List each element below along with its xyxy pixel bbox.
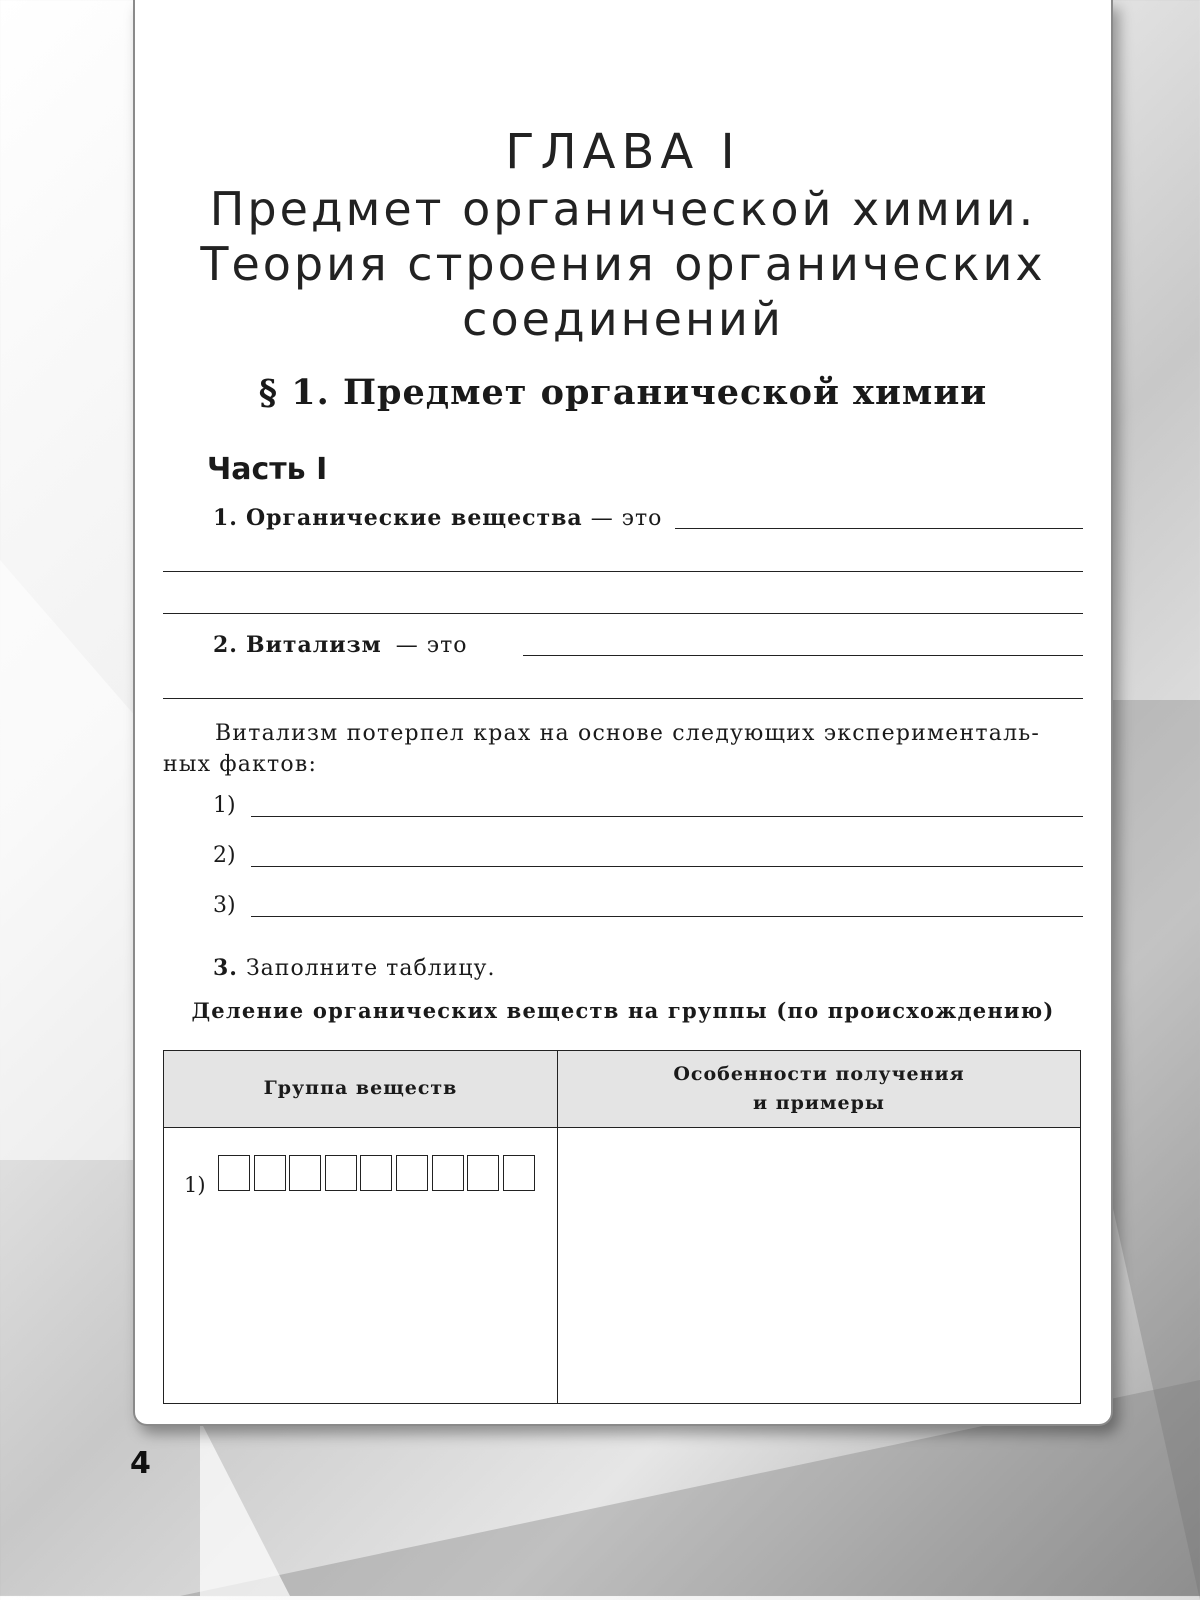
background-shape xyxy=(200,1420,290,1596)
answer-line[interactable] xyxy=(163,698,1083,699)
chapter-label: ГЛАВА I xyxy=(505,124,741,180)
question-2-number: 2. xyxy=(213,632,238,658)
letter-box[interactable] xyxy=(254,1155,286,1191)
answer-line[interactable] xyxy=(251,866,1083,867)
letter-box[interactable] xyxy=(360,1155,392,1191)
page-number: 4 xyxy=(130,1446,151,1481)
answer-line[interactable] xyxy=(675,528,1083,529)
table-header-group: Группа веществ xyxy=(263,1077,458,1099)
answer-line[interactable] xyxy=(251,816,1083,817)
vitalism-text-line-1: Витализм потерпел крах на основе следующих эксперименталь- xyxy=(215,721,1041,746)
table-column-divider xyxy=(557,1051,558,1403)
question-1-term: Органические вещества xyxy=(245,505,583,531)
question-3-number: 3. xyxy=(213,955,238,981)
question-2-term: Витализм xyxy=(245,632,382,658)
question-1 xyxy=(213,505,662,531)
table-header-features-line-2: и примеры xyxy=(753,1092,885,1114)
vitalism-text-line-2: ных фактов: xyxy=(163,752,318,777)
letter-box[interactable] xyxy=(467,1155,499,1191)
letter-box[interactable] xyxy=(503,1155,535,1191)
question-3-text: Заполните таблицу. xyxy=(245,956,496,981)
letter-box[interactable] xyxy=(396,1155,428,1191)
list-item-number: 1) xyxy=(213,793,236,818)
letter-box[interactable] xyxy=(289,1155,321,1191)
chapter-title-line-1: Предмет органической химии. xyxy=(209,182,1037,236)
chapter-title-line-2: Теория строения органических xyxy=(200,237,1046,291)
question-1-number: 1. xyxy=(213,505,238,531)
table-caption: Деление органических веществ на группы (по происхождению) xyxy=(191,998,1055,1023)
workbook-page xyxy=(133,0,1113,1426)
question-3 xyxy=(213,955,495,981)
section-title: § 1. Предмет органической химии xyxy=(258,372,988,413)
groups-table xyxy=(163,1050,1081,1404)
question-1-dash: — это xyxy=(590,506,663,531)
answer-line[interactable] xyxy=(251,916,1083,917)
part-title: Часть I xyxy=(207,452,328,487)
answer-line[interactable] xyxy=(163,613,1083,614)
letter-box[interactable] xyxy=(218,1155,250,1191)
list-item-number: 3) xyxy=(213,893,236,918)
letter-box[interactable] xyxy=(432,1155,464,1191)
table-header-features xyxy=(559,1060,1079,1118)
answer-line[interactable] xyxy=(163,571,1083,572)
question-2 xyxy=(213,632,467,658)
table-row-number: 1) xyxy=(184,1173,206,1197)
table-header-features-line-1: Особенности получения xyxy=(673,1063,965,1085)
list-item-number: 2) xyxy=(213,843,236,868)
answer-line[interactable] xyxy=(523,655,1083,656)
letter-box[interactable] xyxy=(325,1155,357,1191)
question-2-dash: — это xyxy=(395,633,468,658)
chapter-title-line-3: соединений xyxy=(462,292,784,346)
vitalism-paragraph xyxy=(163,718,1083,780)
letter-boxes xyxy=(218,1155,538,1191)
